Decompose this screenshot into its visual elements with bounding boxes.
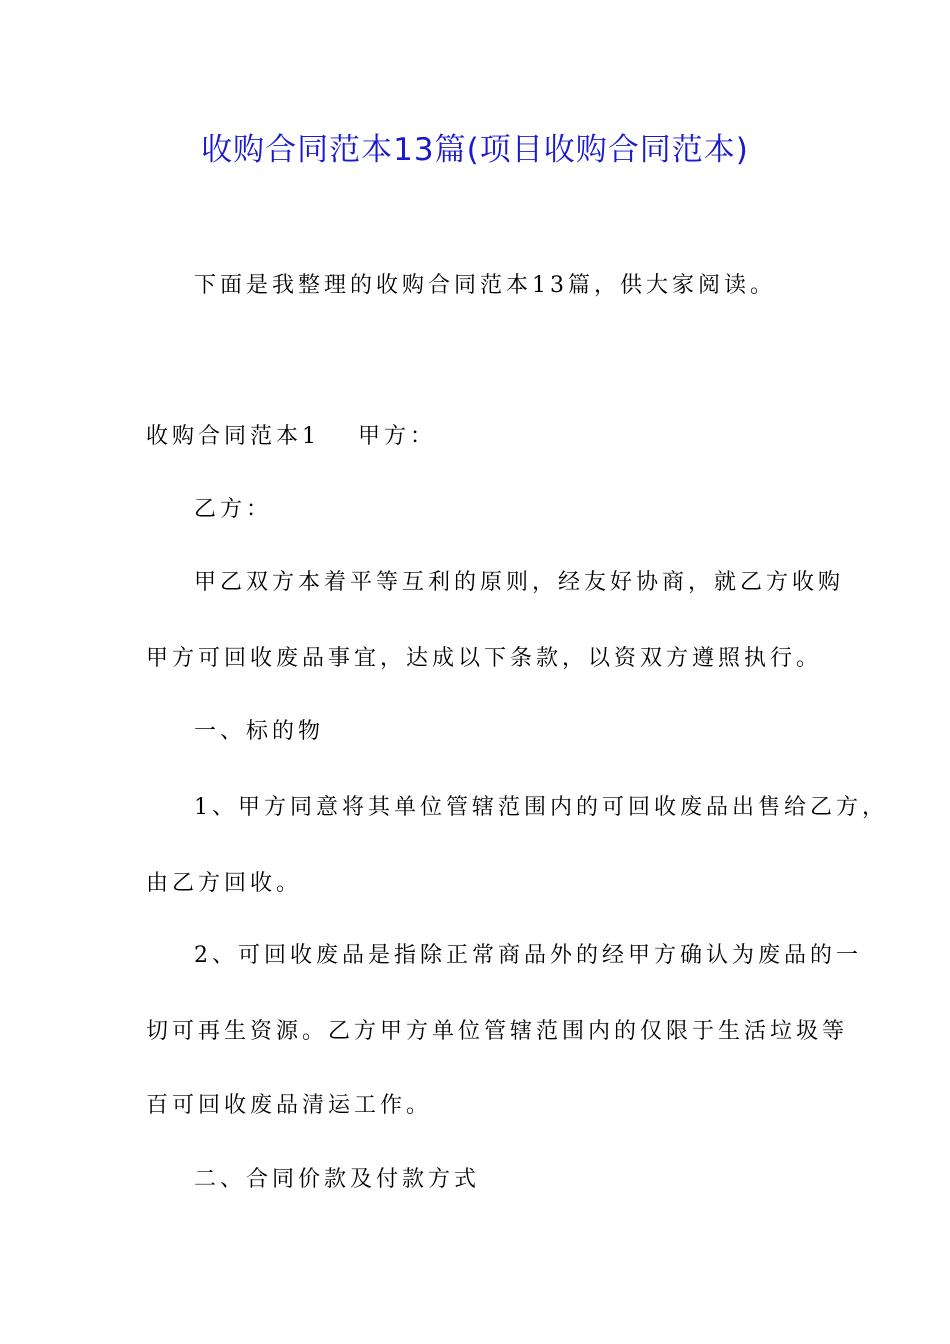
paragraph-line: 1、甲方同意将其单位管辖范围内的可回收废品出售给乙方， [194, 795, 888, 820]
paragraph-line: 甲乙双方本着平等互利的原则，经友好协商，就乙方收购 [194, 570, 845, 595]
paragraph-line: 百可回收废品清运工作。 [146, 1093, 433, 1118]
paragraph-line: 甲方可回收废品事宜，达成以下条款，以资双方遵照执行。 [146, 646, 823, 671]
paragraph-line: 由乙方回收。 [146, 871, 303, 896]
item-heading: 二、合同价款及付款方式 [194, 1167, 481, 1192]
intro-paragraph: 下面是我整理的收购合同范本13篇，供大家阅读。 [194, 273, 776, 298]
section-heading: 收购合同范本1 [146, 424, 320, 449]
item-heading: 一、标的物 [194, 719, 325, 744]
party-a-label: 甲方： [358, 424, 437, 449]
document-title: 收购合同范本13篇(项目收购合同范本) [201, 132, 749, 168]
section-heading-line [146, 421, 436, 453]
party-b-label: 乙方： [194, 497, 273, 522]
paragraph-line: 切可再生资源。乙方甲方单位管辖范围内的仅限于生活垃圾等 [146, 1019, 849, 1044]
paragraph-line: 2、可回收废品是指除正常商品外的经甲方确认为废品的一 [194, 943, 862, 968]
